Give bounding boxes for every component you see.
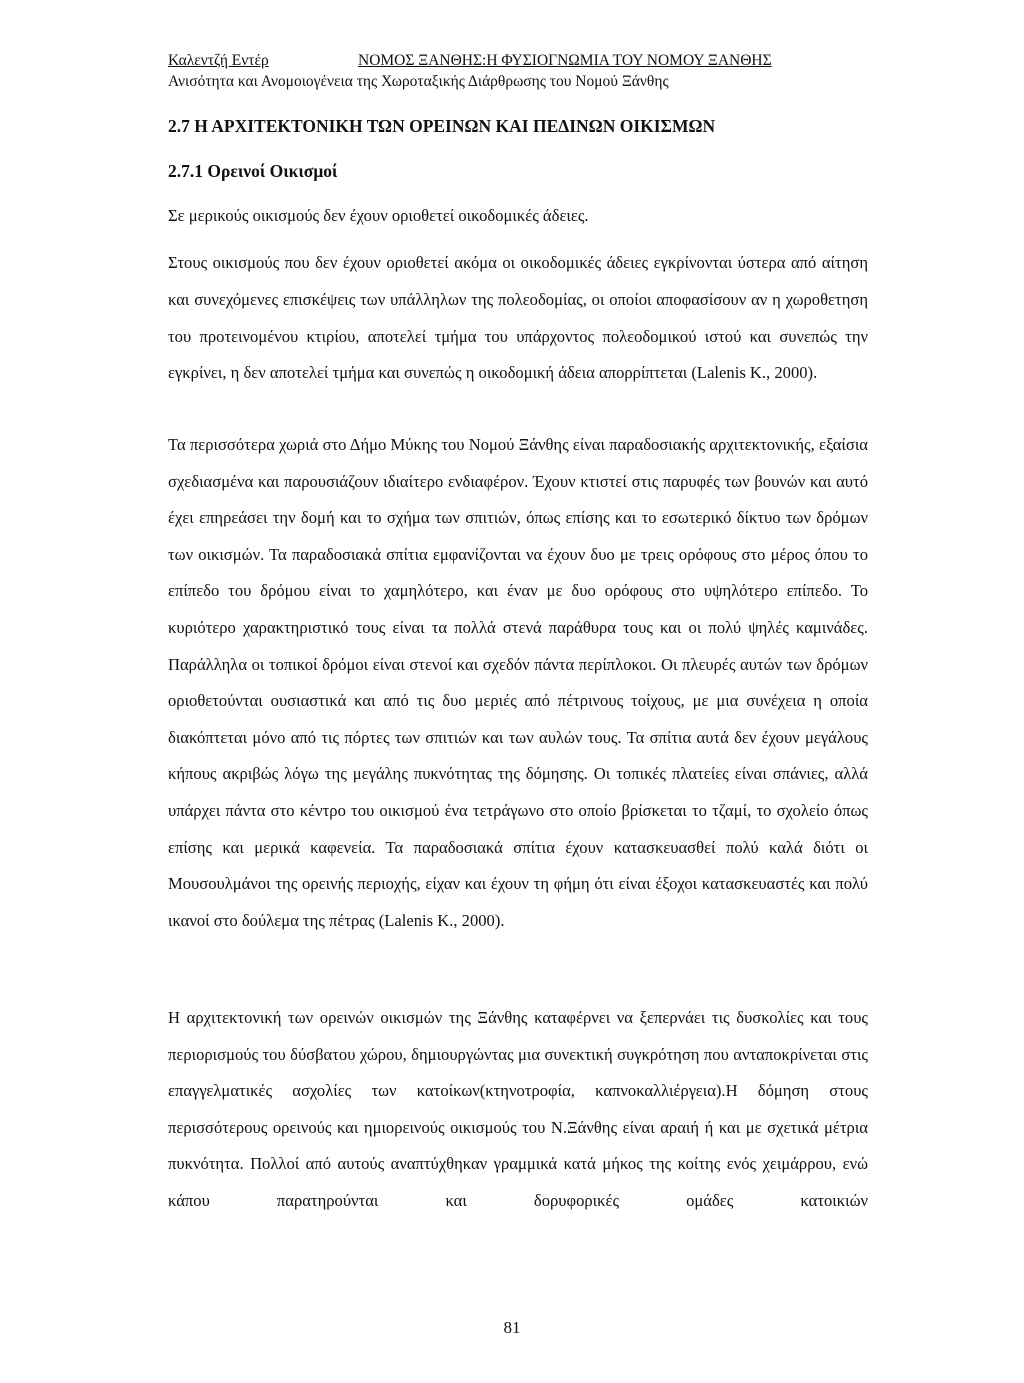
paragraph-1: Σε μερικούς οικισμούς δεν έχουν οριοθετεί οικοδομικές άδειες. bbox=[168, 206, 589, 225]
page-header bbox=[168, 50, 868, 92]
subsection-heading: 2.7.1 Ορεινοί Οικισμοί bbox=[168, 161, 338, 181]
paragraph-4: Η αρχιτεκτονική των ορεινών οικισμών της Ξάνθης καταφέρνει να ξεπερνάει τις δυσκολίες και τους περιορισμούς του δύσβατου χώρου, δημιουργώντας μια συνεκτική συγκρότηση που ανταποκρίνεται στις επαγγελματικές ασχολίες των κατοίκων(κτηνοτροφία, καπνοκαλλιέργεια).Η δόμηση στους περισσότερους ορεινούς και ημιορεινούς οικισμούς του Ν.Ξάνθης είναι αραιή ή και με σχετικά μέτρια πυκνότητα. Πολλοί από αυτούς αναπτύχθηκαν γραμμικά κατά μήκος της κοίτης ενός χειμάρρου, ενώ κάπου παρατηρούνται και δορυφορικές ομάδες κατοικιών bbox=[168, 1008, 868, 1210]
page-number: 81 bbox=[503, 1318, 521, 1337]
header-author: Καλεντζή Εντέρ bbox=[168, 52, 269, 69]
section-heading: 2.7 Η ΑΡΧΙΤΕΚΤΟΝΙΚΗ ΤΩΝ ΟΡΕΙΝΩΝ ΚΑΙ ΠΕΔΙΝΩΝ ΟΙΚΙΣΜΩΝ bbox=[168, 116, 716, 136]
header-subtitle: Ανισότητα και Ανομοιογένεια της Χωροταξικής Διάρθρωσης του Νομού Ξάνθης bbox=[168, 73, 669, 90]
header-title: ΝΟΜΟΣ ΞΑΝΘΗΣ:Η ΦΥΣΙΟΓΝΩΜΙΑ ΤΟΥ ΝΟΜΟΥ ΞΑΝΘΗΣ bbox=[358, 52, 772, 69]
header-top-line bbox=[168, 50, 868, 71]
paragraph-2: Στους οικισμούς που δεν έχουν οριοθετεί ακόμα οι οικοδομικές άδειες εγκρίνονται ύστερα από αίτηση και συνεχόμενες επισκέψεις των υπάλληλων της πολεοδομίας, οι οποίοι αποφασίσουν αν η χωροθετηση του προτεινομένου κτιρίου, αποτελεί τμήμα του υπάρχοντος πολεοδομικού ιστού και συνεπώς την εγκρίνει, η δεν αποτελεί τμήμα και συνεπώς η οικοδομική άδεια απορρίπτεται (Lalenis K., 2000). bbox=[168, 253, 868, 383]
paragraph-3: Τα περισσότερα χωριά στο Δήμο Μύκης του Νομού Ξάνθης είναι παραδοσιακής αρχιτεκτονικής, εξαίσια σχεδιασμένα και παρουσιάζουν ιδιαίτερο ενδιαφέρον. Έχουν κτιστεί στις παρυφές των βουνών και αυτό έχει επηρεάσει την δομή και το σχήμα των σπιτιών, όπως επίσης και το εσωτερικό δίκτυο των δρόμων των οικισμών. Τα παραδοσιακά σπίτια εμφανίζονται να έχουν δυο με τρεις ορόφους στο μέρος όπου το επίπεδο του δρόμου είναι το χαμηλότερο, και έναν με δυο ορόφους στο υψηλότερο επίπεδο. Το κυριότερο χαρακτηριστικό τους είναι τα πολλά στενά παράθυρα τους και οι πολύ ψηλές καμινάδες. Παράλληλα οι τοπικοί δρόμοι είναι στενοί και σχεδόν πάντα περίπλοκοι. Οι πλευρές αυτών των δρόμων οριοθετούνται ουσιαστικά και από τις δυο μεριές από πέτρινους τοίχους, με μια συνέχεια η οποία διακόπτεται μόνο από τις πόρτες των σπιτιών και των αυλών τους. Τα σπίτια αυτά δεν έχουν μεγάλους κήπους ακριβώς λόγω της μεγάλης πυκνότητας της δόμησης. Οι τοπικές πλατείες είναι σπάνιες, αλλά υπάρχει πάντα στο κέντρο του οικισμού ένα τετράγωνο στο οποίο βρίσκεται το τζαμί, το σχολείο όπως επίσης και μερικά καφενεία. Τα παραδοσιακά σπίτια έχουν κατασκευασθεί πολύ καλά διότι οι Μουσουλμάνοι της ορεινής περιοχής, είχαν και έχουν τη φήμη ότι είναι έξοχοι κατασκευαστές και πολύ ικανοί στο δούλεμα της πέτρας (Lalenis K., 2000). bbox=[168, 435, 868, 930]
